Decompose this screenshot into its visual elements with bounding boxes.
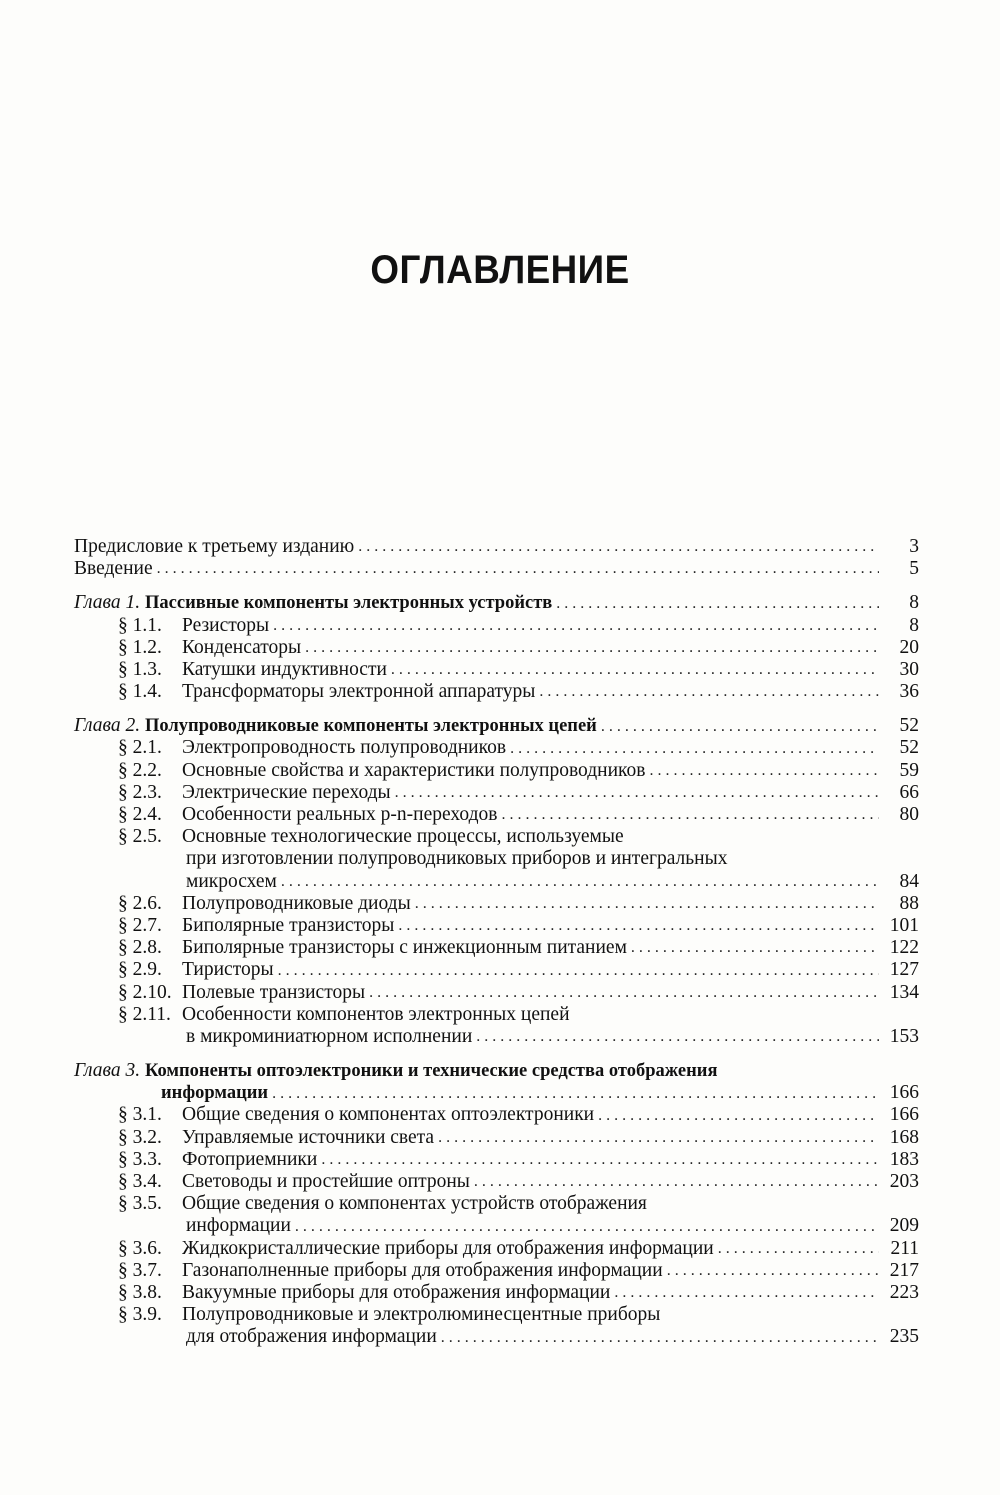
- leader-dots: [501, 804, 879, 826]
- chapter-label: Глава 3.: [74, 1060, 141, 1082]
- toc-entry-title: Предисловие к третьему изданию: [74, 535, 355, 557]
- section-label: [118, 637, 305, 659]
- section-number: § 1.2.: [118, 636, 162, 658]
- leader-dots: [667, 1260, 879, 1282]
- chapter-heading-text: [74, 592, 556, 614]
- section-label: [118, 937, 631, 959]
- section-entry-last-line[interactable]: [74, 1026, 919, 1048]
- section-number: § 2.4.: [118, 804, 162, 826]
- leader-dots: [476, 1026, 879, 1048]
- toc-page-number: 5: [909, 558, 919, 580]
- section-title-line: Особенности компонентов электронных цепей: [182, 1003, 570, 1025]
- section-entry[interactable]: [74, 893, 919, 915]
- chapter-title: Полупроводниковые компоненты электронных цепей: [145, 716, 597, 737]
- leader-dots: [601, 716, 879, 738]
- chapter-label: Глава 2.: [74, 715, 141, 737]
- toc-page-number: 59: [899, 759, 919, 781]
- leader-dots: [441, 1327, 879, 1349]
- section-number: § 3.5.: [118, 1193, 162, 1215]
- section-entry[interactable]: [74, 982, 919, 1004]
- section-entry[interactable]: [74, 637, 919, 659]
- section-title: Конденсаторы: [182, 636, 302, 658]
- section-title: Особенности реальных p-n-переходов: [182, 804, 498, 826]
- leader-dots: [438, 1127, 879, 1149]
- chapter-heading-text: [74, 715, 601, 737]
- section-title: Управляемые источники света: [182, 1126, 435, 1148]
- leader-dots: [556, 593, 879, 615]
- toc-page-number: 3: [909, 535, 919, 557]
- section-title: Полупроводниковые диоды: [182, 892, 411, 914]
- section-number: § 2.3.: [118, 781, 162, 803]
- section-label: [118, 737, 510, 759]
- section-entry[interactable]: [74, 1105, 919, 1127]
- section-entry[interactable]: [74, 937, 919, 959]
- leader-dots: [395, 782, 879, 804]
- chapters-list: [74, 580, 919, 1348]
- section-number: § 3.2.: [118, 1126, 162, 1148]
- section-title: Полевые транзисторы: [182, 981, 366, 1003]
- section-number: § 3.4.: [118, 1171, 162, 1193]
- section-label: [118, 1260, 667, 1282]
- section-title: Катушки индуктивности: [182, 658, 387, 680]
- section-title-cont: для отображения информации: [186, 1326, 437, 1348]
- section-number: § 2.1.: [118, 737, 162, 759]
- section-title: Трансформаторы электронной аппаратуры: [182, 681, 536, 703]
- section-label: [118, 959, 278, 981]
- section-title: Резисторы: [182, 614, 270, 636]
- section-title: Основные свойства и характеристики полупроводников: [182, 759, 646, 781]
- section-entry[interactable]: [74, 1127, 919, 1149]
- chapter-title-cont: информации: [161, 1083, 269, 1104]
- section-title: Биполярные транзисторы с инжекционным питанием: [182, 937, 627, 959]
- leader-dots: [295, 1216, 879, 1238]
- toc-page-number: 127: [889, 959, 919, 981]
- section-entry[interactable]: [74, 1149, 919, 1171]
- section-label: [118, 1127, 438, 1149]
- section-title: Световоды и простейшие оптроны: [182, 1171, 470, 1193]
- leader-dots: [718, 1238, 879, 1260]
- toc-page-number: 203: [889, 1171, 919, 1193]
- section-entry[interactable]: [74, 1304, 919, 1326]
- toc-page-number: 101: [889, 914, 919, 936]
- toc-page-number: 217: [889, 1259, 919, 1281]
- section-entry[interactable]: [74, 959, 919, 981]
- leader-dots: [157, 558, 879, 580]
- section-number: § 1.3.: [118, 658, 162, 680]
- section-entry[interactable]: [74, 1282, 919, 1304]
- section-entry-last-line[interactable]: [74, 1326, 919, 1348]
- section-number: § 3.3.: [118, 1148, 162, 1170]
- toc-page-number: 8: [909, 592, 919, 614]
- section-number: § 2.10.: [118, 981, 172, 1003]
- toc-page-number: 20: [899, 636, 919, 658]
- section-label: [118, 615, 273, 637]
- leader-dots: [539, 681, 879, 703]
- leader-dots: [415, 893, 879, 915]
- leader-dots: [278, 960, 879, 982]
- section-label: [118, 1149, 321, 1171]
- toc-page-number: 84: [899, 870, 919, 892]
- toc-page-number: 52: [899, 737, 919, 759]
- section-number: § 1.4.: [118, 681, 162, 703]
- section-number: § 3.7.: [118, 1259, 162, 1281]
- leader-dots: [305, 637, 879, 659]
- section-title: Тиристоры: [182, 959, 274, 981]
- page-title: ОГЛАВЛЕНИЕ: [370, 248, 630, 292]
- section-entry[interactable]: [74, 1171, 919, 1193]
- section-entry[interactable]: [74, 826, 919, 848]
- chapter-title: Компоненты оптоэлектроники и технические средства отображения: [145, 1061, 718, 1082]
- toc-page-number: 8: [909, 614, 919, 636]
- toc-entry-preface[interactable]: [74, 536, 919, 558]
- section-entry[interactable]: [74, 615, 919, 637]
- leader-dots: [358, 536, 879, 558]
- section-number: § 1.1.: [118, 614, 162, 636]
- chapter-heading[interactable]: [74, 592, 919, 614]
- section-label: [118, 915, 398, 937]
- section-label: [118, 659, 391, 681]
- section-label: [118, 1238, 718, 1260]
- section-number: § 3.6.: [118, 1237, 162, 1259]
- section-entry[interactable]: [74, 1193, 919, 1215]
- toc-page-number: 80: [899, 804, 919, 826]
- section-title: Биполярные транзисторы: [182, 914, 395, 936]
- section-number: § 2.2.: [118, 759, 162, 781]
- section-title-cont: информации: [186, 1215, 291, 1237]
- section-entry[interactable]: [74, 1004, 919, 1026]
- section-entry[interactable]: [74, 659, 919, 681]
- section-title-line: Полупроводниковые и электролюминесцентные приборы: [182, 1304, 661, 1326]
- toc-page-number: 223: [889, 1281, 919, 1303]
- toc-page-number: 183: [889, 1148, 919, 1170]
- section-title-cont: микросхем: [186, 870, 277, 892]
- leader-dots: [391, 659, 879, 681]
- chapter-gap: [74, 1048, 919, 1060]
- section-title-line: Общие сведения о компонентах устройств отображения: [182, 1193, 647, 1215]
- toc-page-number: 235: [889, 1326, 919, 1348]
- toc-page-number: 166: [889, 1104, 919, 1126]
- section-number: § 2.9.: [118, 959, 162, 981]
- toc-page-number: 168: [889, 1126, 919, 1148]
- section-entry[interactable]: [74, 1238, 919, 1260]
- chapter-label: Глава 1.: [74, 592, 141, 614]
- toc-page-number: 52: [899, 715, 919, 737]
- section-title-cont: при изготовлении полупроводниковых приборов и интегральных: [186, 848, 728, 870]
- section-entry[interactable]: [74, 782, 919, 804]
- section-number: § 2.6.: [118, 892, 162, 914]
- chapter-heading-cont[interactable]: [74, 1082, 919, 1104]
- section-title: Общие сведения о компонентах оптоэлектроники: [182, 1104, 595, 1126]
- leader-dots: [398, 915, 879, 937]
- section-entry[interactable]: [74, 915, 919, 937]
- section-entry[interactable]: [74, 1260, 919, 1282]
- leader-dots: [649, 760, 879, 782]
- section-title-cont: в микроминиатюрном исполнении: [186, 1025, 473, 1047]
- section-entry[interactable]: [74, 681, 919, 703]
- leader-dots: [321, 1149, 879, 1171]
- section-number: § 3.9.: [118, 1304, 162, 1326]
- section-title: Вакуумные приборы для отображения информации: [182, 1281, 611, 1303]
- toc-page-number: 36: [899, 681, 919, 703]
- chapter-title: Пассивные компоненты электронных устройств: [145, 593, 553, 614]
- chapter-gap: [74, 703, 919, 715]
- chapter-gap: [74, 580, 919, 592]
- section-entry-last-line[interactable]: [74, 1215, 919, 1237]
- leader-dots: [369, 982, 879, 1004]
- section-entry[interactable]: [74, 804, 919, 826]
- leader-dots: [598, 1105, 879, 1127]
- leader-dots: [614, 1282, 879, 1304]
- toc-page-number: 209: [889, 1215, 919, 1237]
- section-label: [118, 982, 369, 1004]
- section-title: Газонаполненные приборы для отображения информации: [182, 1259, 663, 1281]
- section-entry-last-line[interactable]: [74, 871, 919, 893]
- toc-page-number: 211: [890, 1237, 919, 1259]
- section-label: [118, 1104, 598, 1126]
- toc-page-number: 166: [889, 1082, 919, 1104]
- section-label: [118, 804, 501, 826]
- section-number: § 3.8.: [118, 1281, 162, 1303]
- leader-dots: [272, 1083, 879, 1105]
- section-number: § 2.5.: [118, 826, 162, 848]
- leader-dots: [474, 1171, 879, 1193]
- chapter-heading[interactable]: [74, 715, 919, 737]
- toc-page-number: 66: [899, 781, 919, 803]
- section-number: § 2.8.: [118, 937, 162, 959]
- leader-dots: [510, 738, 879, 760]
- chapter-heading[interactable]: [74, 1060, 919, 1082]
- toc-entry-introduction[interactable]: [74, 558, 919, 580]
- section-title: Фотоприемники: [182, 1148, 318, 1170]
- toc-page-number: 153: [889, 1025, 919, 1047]
- toc-entry-title: Введение: [74, 558, 153, 580]
- section-entry[interactable]: [74, 760, 919, 782]
- section-title-line: Основные технологические процессы, используемые: [182, 826, 624, 848]
- leader-dots: [281, 871, 879, 893]
- toc-page-number: 122: [889, 937, 919, 959]
- section-number: § 3.1.: [118, 1104, 162, 1126]
- section-label: [118, 681, 539, 703]
- section-label: [118, 782, 395, 804]
- toc-page-number: 30: [899, 658, 919, 680]
- section-label: [118, 893, 415, 915]
- table-of-contents: [74, 536, 919, 1349]
- section-number: § 2.7.: [118, 914, 162, 936]
- leader-dots: [631, 937, 879, 959]
- section-label: [118, 1171, 474, 1193]
- section-title: Жидкокристаллические приборы для отображения информации: [182, 1237, 714, 1259]
- section-title: Электропроводность полупроводников: [182, 737, 507, 759]
- section-entry[interactable]: [74, 738, 919, 760]
- toc-page-number: 88: [899, 892, 919, 914]
- section-number: § 2.11.: [118, 1003, 171, 1025]
- section-title: Электрические переходы: [182, 781, 391, 803]
- toc-page-number: 134: [889, 981, 919, 1003]
- leader-dots: [273, 615, 879, 637]
- section-label: [118, 760, 649, 782]
- section-label: [118, 1282, 614, 1304]
